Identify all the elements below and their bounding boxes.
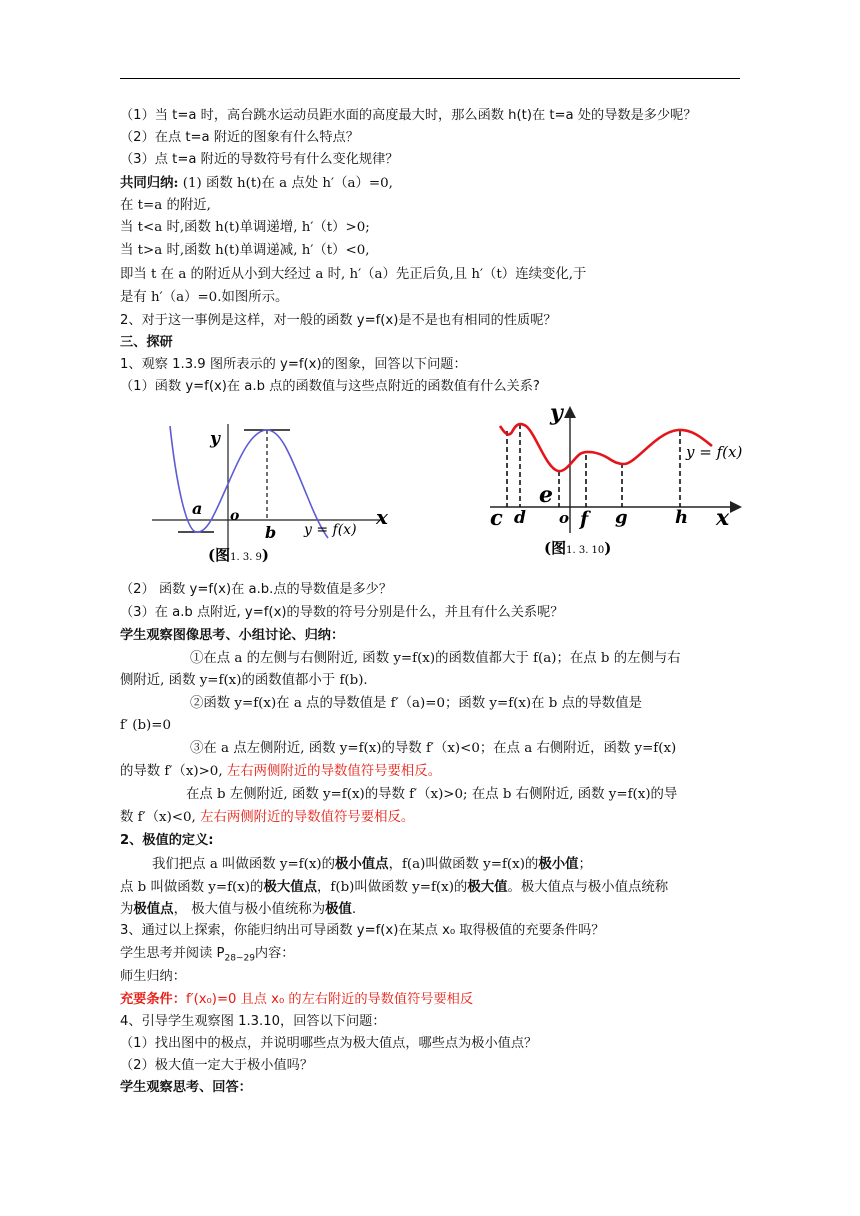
term-local-max-point: 极大值点: [263, 879, 317, 895]
definition-heading: 2、极值的定义:: [120, 833, 214, 848]
point-a-label: a: [192, 499, 203, 518]
common-summary-text: (1) 函数 h(t)在 a 点处 h′（a）=0,: [182, 176, 393, 191]
observe-1-q2: （2） 函数 y=f(x)在 a.b.点的导数值是多少？: [120, 582, 393, 597]
guide-q2: （2）极大值一定大于极小值吗？: [120, 1058, 314, 1073]
pass-a-line-1: 即当 t 在 a 的附近从小到大经过 a 时, h′（a）先正后负,且 h′（t）连续变化,于: [120, 267, 587, 282]
point-4-text: 数 f′（x)<0,: [120, 810, 201, 825]
def-text: ；: [578, 857, 592, 872]
read-instruction: [120, 945, 760, 968]
def-text: ，f(b)叫做函数 y=f(x)的: [317, 880, 468, 895]
question-2: （2）在点 t=a 附近的图象有什么特点？: [120, 130, 359, 145]
x-axis-label: x: [376, 505, 388, 529]
term-extreme-value: 极值: [325, 901, 352, 917]
figure-caption: [208, 546, 269, 564]
figure-1-3-9: [148, 412, 400, 566]
def-text: ，f(a)叫做函数 y=f(x)的: [388, 857, 539, 872]
condition-line: [120, 991, 760, 1009]
function-label: y = f(x): [304, 522, 357, 538]
y-axis-label: y: [550, 400, 563, 426]
read-text-end: 内容：: [254, 946, 295, 961]
def-text: .: [351, 902, 357, 917]
common-summary-head: 共同归纳:: [120, 175, 179, 191]
condition-text: f′(x₀)=0 且点 x₀ 的左右附近的导数值符号要相反: [185, 992, 474, 1007]
point-2-line-2: f′ (b)=0: [120, 718, 172, 733]
pass-a-line-2: 是有 h′（a）=0.如图所示。: [120, 290, 289, 305]
point-3-emphasis: 左右两侧附近的导数值符号要相反。: [226, 764, 442, 779]
observe-1-q1: （1）函数 y=f(x)在 a.b 点的函数值与这些点附近的函数值有什么关系?: [120, 379, 540, 394]
general-question: 2、对于这一事例是这样，对一般的函数 y=f(x)是不是也有相同的性质呢？: [120, 313, 557, 328]
definition-line-3: [120, 900, 760, 919]
point-1-line-1: ①在点 a 的左侧与右侧附近, 函数 y=f(x)的函数值都大于 f(a)；在点 b 的左侧与右: [190, 651, 681, 666]
point-f-label: f: [580, 508, 589, 530]
common-summary: [120, 174, 760, 193]
condition-heading: 充要条件：: [120, 992, 186, 1007]
caption-open: (图: [208, 546, 231, 564]
point-b-label: b: [265, 523, 277, 542]
def-text: 为: [120, 902, 134, 917]
student-discussion-heading: 学生观察图像思考、小组讨论、归纳：: [120, 628, 345, 643]
question-3: （3）点 t=a 附近的导数符号有什么变化规律？: [120, 152, 399, 167]
origin-label: o: [559, 509, 570, 527]
lt-a-line: 当 t<a 时,函数 h(t)单调递增, h′（t）>0;: [120, 220, 370, 235]
header-rule: [120, 78, 740, 79]
point-g-label: g: [615, 507, 628, 528]
term-local-min: 极小值: [538, 856, 579, 872]
figure-1-3-10: [490, 398, 780, 563]
point-2-line-1: ②函数 y=f(x)在 a 点的导数值是 f′（a)=0；函数 y=f(x)在 b 点的导数值是: [190, 696, 642, 711]
point-1-line-2: 侧附近, 函数 y=f(x)的函数值都小于 f(b).: [120, 673, 368, 688]
page-range: 28~29: [224, 953, 255, 964]
point-d-label: d: [514, 508, 526, 528]
answer-heading: 学生观察思考、回答：: [120, 1080, 252, 1095]
point-4-emphasis: 左右两侧附近的导数值符号要相反。: [200, 810, 415, 825]
point-h-label: h: [675, 507, 689, 528]
read-text: 学生思考并阅读 P: [120, 946, 225, 961]
definition-line-1: [152, 855, 792, 874]
caption-close: ): [261, 546, 270, 564]
point-3-line-2: [120, 763, 760, 781]
point-4-line-2: [120, 809, 760, 827]
caption-number: 1. 3. 9: [230, 552, 262, 563]
function-label: y = f(x): [686, 443, 743, 461]
near-a-line: 在 t=a 的附近,: [120, 198, 211, 213]
y-axis-label: y: [210, 429, 220, 449]
observe-1: 1、观察 1.3.9 图所表示的 y=f(x)的图象，回答以下问题：: [120, 357, 467, 372]
x-axis-label: x: [716, 505, 730, 531]
point-c-label: c: [490, 505, 503, 530]
term-local-max: 极大值: [467, 879, 508, 895]
question-condition: 3、通过以上探索，你能归纳出可导函数 y=f(x)在某点 x₀ 取得极值的充要条件吗？: [120, 923, 605, 938]
point-3-line-1: ③在 a 点左侧附近, 函数 y=f(x)的导数 f′（x)<0；在点 a 右侧附近，函数 y=f(x): [190, 741, 677, 756]
origin-label: o: [230, 508, 240, 524]
question-1: （1）当 t=a 时，高台跳水运动员距水面的高度最大时，那么函数 h(t)在 t=a 处的导数是多少呢？: [120, 108, 697, 123]
guide-q1: （1）找出图中的极点，并说明哪些点为极大值点，哪些点为极小值点？: [120, 1036, 538, 1051]
caption-close: ): [604, 539, 612, 557]
term-local-min-point: 极小值点: [335, 856, 389, 872]
teacher-summary: 师生归纳：: [120, 969, 186, 984]
point-4-line-1: 在点 b 左侧附近, 函数 y=f(x)的导数 f′（x)>0; 在点 b 右侧附近, 函数 y=f(x)的导: [186, 787, 678, 802]
def-text: 我们把点 a 叫做函数 y=f(x)的: [152, 857, 336, 872]
caption-open: (图: [544, 539, 567, 557]
gt-a-line: 当 t>a 时,函数 h(t)单调递减, h′（t）<0,: [120, 243, 370, 258]
observe-1-q3: （3）在 a.b 点附近, y=f(x)的导数的符号分别是什么，并且有什么关系呢？: [120, 605, 564, 620]
x-axis-arrow: [730, 501, 742, 513]
caption-number: 1. 3. 10: [566, 545, 605, 556]
point-3-text: 的导数 f′（x)>0,: [120, 764, 227, 779]
section-3-heading: 三、探研: [120, 335, 173, 350]
point-e-label: e: [539, 482, 553, 508]
definition-line-2: [120, 878, 760, 897]
def-text: ， 极大值与极小值统称为: [173, 902, 326, 917]
def-text: 。极大值点与极小值点统称: [507, 880, 669, 895]
y-axis-arrow: [564, 406, 576, 418]
figure-caption: [544, 539, 611, 557]
guide-line: 4、引导学生观察图 1.3.10，回答以下问题：: [120, 1014, 386, 1029]
term-extreme-point: 极值点: [133, 901, 174, 917]
def-text: 点 b 叫做函数 y=f(x)的: [120, 880, 264, 895]
